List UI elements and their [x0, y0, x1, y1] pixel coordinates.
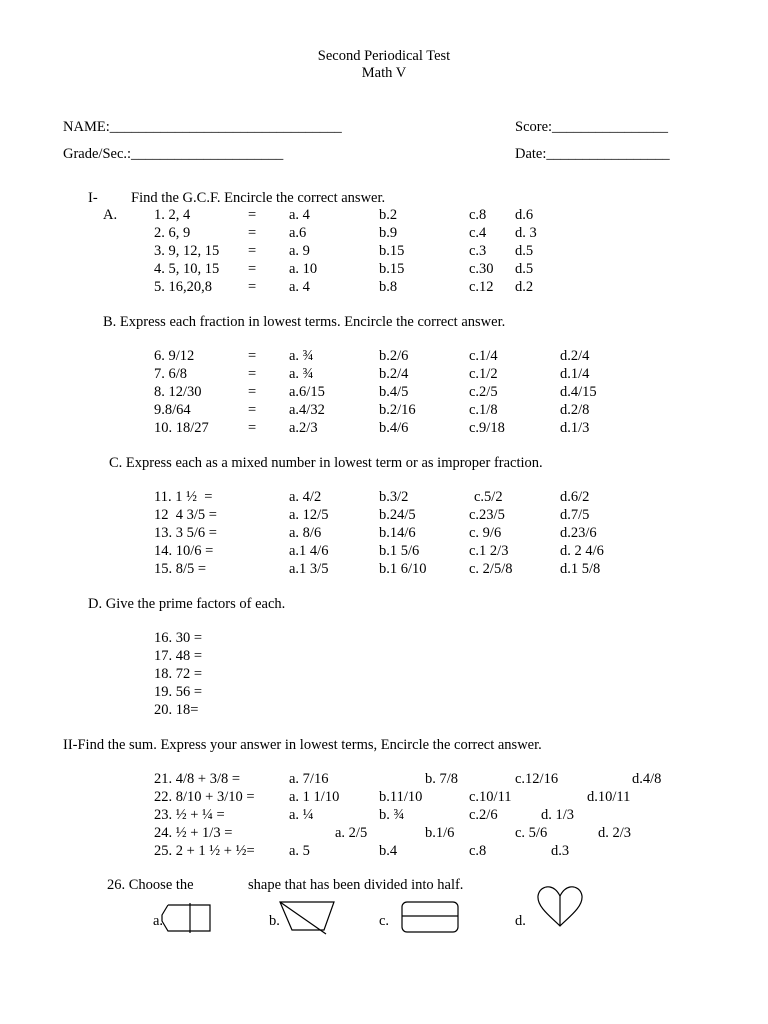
choice-d: d.4/8 [632, 771, 662, 787]
choice-a: a.1 4/6 [289, 543, 329, 559]
choice-d: d.1/3 [560, 420, 590, 436]
choice-b: b.14/6 [379, 525, 416, 541]
section-a-label: A. [103, 207, 118, 223]
shape-b-icon [278, 900, 336, 936]
choice-d: d.2 [515, 279, 534, 295]
choice-c: c. 9/6 [469, 525, 502, 541]
question-text: 15. 8/5 = [154, 561, 207, 577]
part2-instruction: II-Find the sum. Express your answer in lowest terms, Encircle the correct answer. [63, 737, 542, 753]
question-text: 11. 1 ½ = [154, 489, 213, 505]
choice-a: a. 4 [289, 207, 310, 223]
equals-sign: = [248, 225, 257, 241]
choice-a: a.4/32 [289, 402, 325, 418]
shape-a-label: a. [153, 913, 164, 929]
question-text: 1. 2, 4 [154, 207, 191, 223]
choice-c: c.2/5 [469, 384, 498, 400]
question-text: 4. 5, 10, 15 [154, 261, 220, 277]
choice-a: a.2/3 [289, 420, 318, 436]
part1-instruction: Find the G.C.F. Encircle the correct answer. [131, 190, 386, 206]
section-c-instruction: C. Express each as a mixed number in lowest term or as improper fraction. [109, 455, 543, 471]
choice-c: c.2/6 [469, 807, 498, 823]
choice-a: a. ¼ [289, 807, 314, 823]
choice-b: b.4 [379, 843, 398, 859]
choice-b: b. ¾ [379, 807, 405, 823]
choice-a: a. 2/5 [335, 825, 368, 841]
choice-c: c. 5/6 [515, 825, 548, 841]
choice-c: c.12/16 [515, 771, 559, 787]
choice-c: c.1/4 [469, 348, 498, 364]
question-text: 12 4 3/5 = [154, 507, 217, 523]
question-text: 13. 3 5/6 = [154, 525, 217, 541]
choice-b: b.3/2 [379, 489, 409, 505]
choice-c: c.8 [469, 207, 487, 223]
choice-b: b.2/4 [379, 366, 409, 382]
choice-c: c.9/18 [469, 420, 505, 436]
choice-a: a. 8/6 [289, 525, 322, 541]
shape-c-icon [400, 900, 460, 934]
question-text: 5. 16,20,8 [154, 279, 212, 295]
choice-d: d.5 [515, 261, 534, 277]
test-subject: Math V [361, 65, 407, 81]
question-text: 22. 8/10 + 3/10 = [154, 789, 255, 805]
equals-sign: = [248, 420, 257, 436]
choice-d: d.23/6 [560, 525, 597, 541]
shape-b-label: b. [269, 913, 280, 929]
equals-sign: = [248, 384, 257, 400]
choice-d: d.7/5 [560, 507, 590, 523]
choice-b: b.4/5 [379, 384, 409, 400]
score-field: Score:________________ [515, 119, 669, 135]
choice-c: c.30 [469, 261, 494, 277]
choice-d: d. 2 4/6 [560, 543, 604, 559]
section-d-instruction: D. Give the prime factors of each. [88, 596, 286, 612]
question-text: 25. 2 + 1 ½ + ½= [154, 843, 255, 859]
prime-factor-item: 19. 56 = [154, 684, 203, 700]
choice-b: b.24/5 [379, 507, 416, 523]
choice-b: b.2 [379, 207, 398, 223]
q26-prefix: 26. Choose the [107, 877, 194, 893]
part1-label: I- [88, 190, 98, 206]
equals-sign: = [248, 348, 257, 364]
question-text: 6. 9/12 [154, 348, 195, 364]
choice-c: c.1 2/3 [469, 543, 509, 559]
name-field: NAME:________________________________ [63, 119, 342, 135]
choice-d: d.6/2 [560, 489, 590, 505]
choice-b: b.2/6 [379, 348, 409, 364]
equals-sign: = [248, 402, 257, 418]
choice-c: c.4 [469, 225, 487, 241]
question-text: 7. 6/8 [154, 366, 188, 382]
choice-c: c.12 [469, 279, 494, 295]
choice-c: c. 2/5/8 [469, 561, 513, 577]
question-text: 14. 10/6 = [154, 543, 214, 559]
choice-c: c.10/11 [469, 789, 512, 805]
question-text: 21. 4/8 + 3/8 = [154, 771, 241, 787]
choice-a: a. 9 [289, 243, 310, 259]
choice-c: c.3 [469, 243, 487, 259]
question-text: 23. ½ + ¼ = [154, 807, 225, 823]
prime-factor-item: 20. 18= [154, 702, 199, 718]
choice-c: c.8 [469, 843, 487, 859]
equals-sign: = [248, 366, 257, 382]
prime-factor-item: 16. 30 = [154, 630, 203, 646]
choice-b: b.15 [379, 243, 405, 259]
question-text: 3. 9, 12, 15 [154, 243, 220, 259]
choice-b: b.1 6/10 [379, 561, 427, 577]
choice-a: a. 1 1/10 [289, 789, 340, 805]
choice-c: c.1/2 [469, 366, 498, 382]
prime-factor-item: 18. 72 = [154, 666, 203, 682]
choice-b: b.1 5/6 [379, 543, 420, 559]
equals-sign: = [248, 207, 257, 223]
choice-a: a.1 3/5 [289, 561, 329, 577]
choice-b: b. 7/8 [425, 771, 459, 787]
question-text: 24. ½ + 1/3 = [154, 825, 233, 841]
prime-factor-item: 17. 48 = [154, 648, 203, 664]
choice-a: a. 7/16 [289, 771, 329, 787]
choice-d: d.2/8 [560, 402, 590, 418]
choice-b: b.8 [379, 279, 398, 295]
grade-field: Grade/Sec.:_____________________ [63, 146, 284, 162]
choice-d: d. 1/3 [541, 807, 575, 823]
heart-icon [535, 884, 585, 928]
choice-c: c.23/5 [469, 507, 505, 523]
choice-d: d.10/11 [587, 789, 631, 805]
choice-b: b.2/16 [379, 402, 416, 418]
choice-d: d.3 [551, 843, 570, 859]
choice-b: b.9 [379, 225, 398, 241]
choice-a: a. 12/5 [289, 507, 329, 523]
shape-d-label: d. [515, 913, 526, 929]
q26-suffix: shape that has been divided into half. [248, 877, 464, 893]
choice-a: a.6 [289, 225, 307, 241]
equals-sign: = [248, 279, 257, 295]
choice-b: b.1/6 [425, 825, 455, 841]
choice-a: a.6/15 [289, 384, 325, 400]
question-text: 9.8/64 [154, 402, 191, 418]
choice-b: b.15 [379, 261, 405, 277]
question-text: 10. 18/27 [154, 420, 209, 436]
choice-d: d.6 [515, 207, 534, 223]
date-field: Date:_________________ [515, 146, 670, 162]
choice-d: d. 2/3 [598, 825, 632, 841]
choice-a: a. 4/2 [289, 489, 322, 505]
equals-sign: = [248, 261, 257, 277]
question-text: 8. 12/30 [154, 384, 202, 400]
choice-b: b.4/6 [379, 420, 409, 436]
choice-d: d.2/4 [560, 348, 590, 364]
test-title: Second Periodical Test [317, 48, 451, 64]
choice-a: a. ¾ [289, 366, 314, 382]
choice-d: d.4/15 [560, 384, 597, 400]
choice-d: d.5 [515, 243, 534, 259]
choice-a: a. 4 [289, 279, 310, 295]
choice-d: d.1 5/8 [560, 561, 601, 577]
choice-c: c.1/8 [469, 402, 498, 418]
section-b-instruction: B. Express each fraction in lowest terms. Encircle the correct answer. [103, 314, 506, 330]
choice-b: b.11/10 [379, 789, 423, 805]
question-text: 2. 6, 9 [154, 225, 191, 241]
choice-d: d.1/4 [560, 366, 590, 382]
choice-d: d. 3 [515, 225, 537, 241]
choice-a: a. 5 [289, 843, 310, 859]
choice-a: a. 10 [289, 261, 318, 277]
shape-c-label: c. [379, 913, 390, 929]
choice-a: a. ¾ [289, 348, 314, 364]
equals-sign: = [248, 243, 257, 259]
shape-a-icon [160, 903, 212, 933]
choice-c: c.5/2 [474, 489, 503, 505]
